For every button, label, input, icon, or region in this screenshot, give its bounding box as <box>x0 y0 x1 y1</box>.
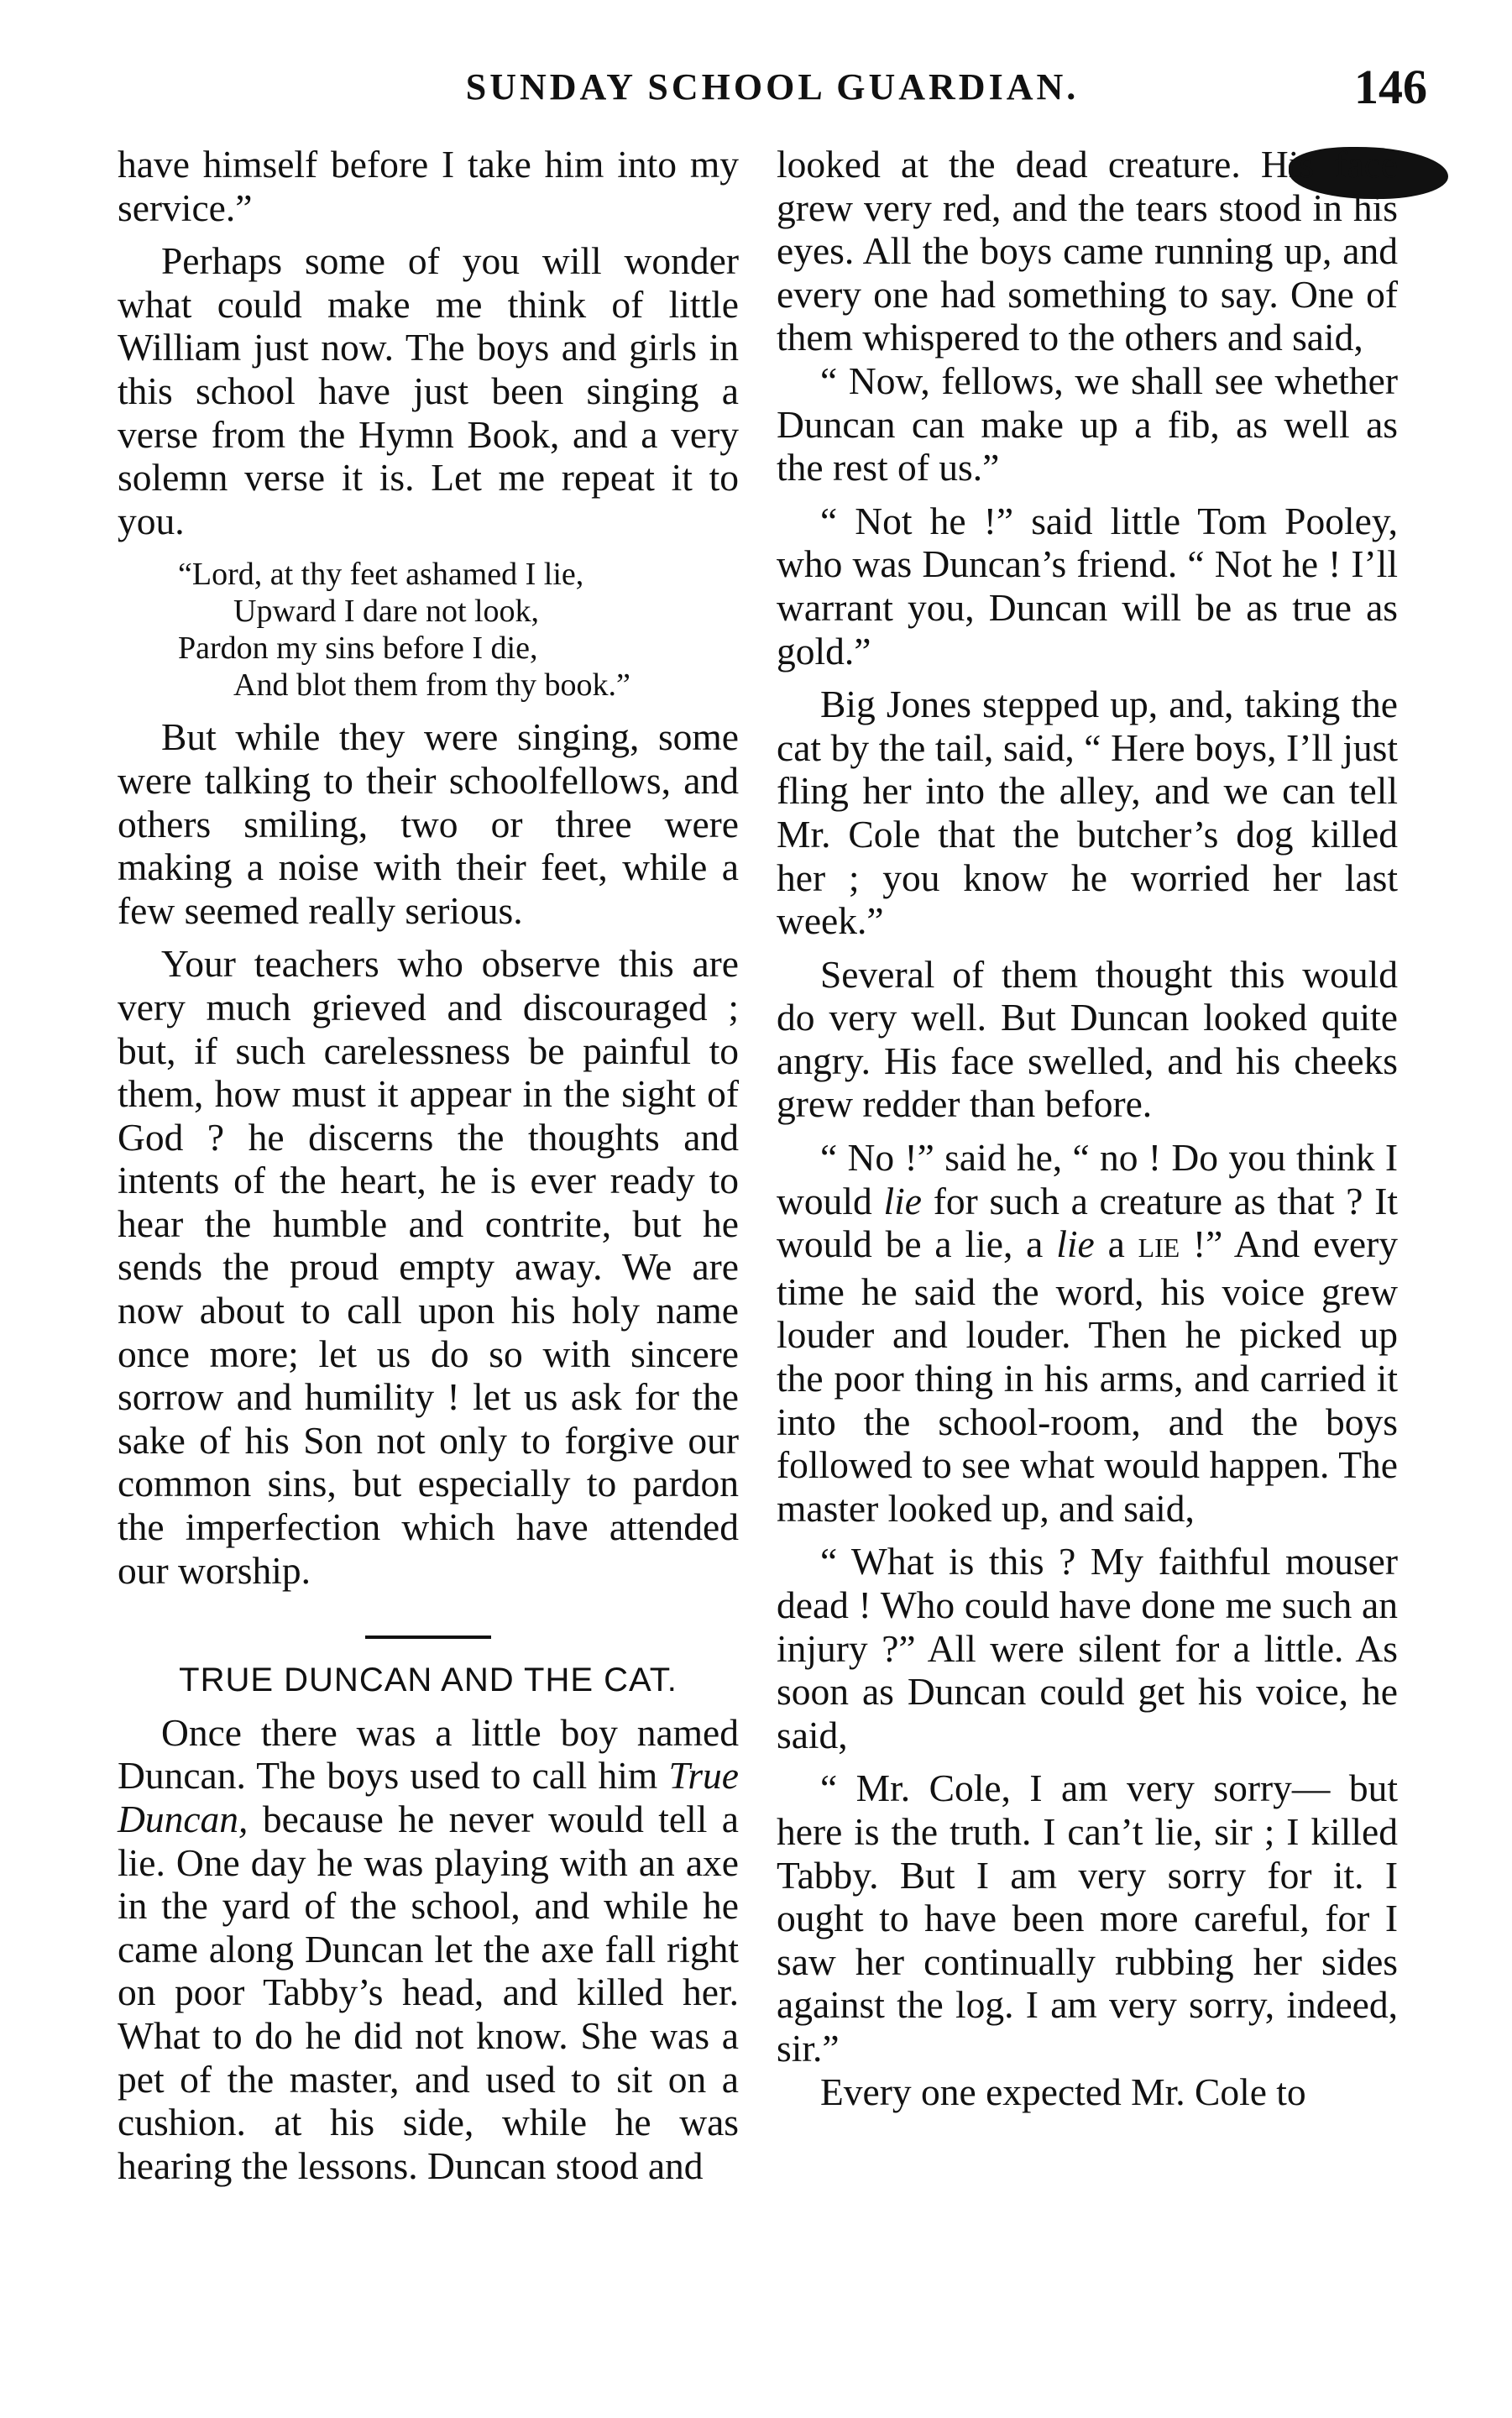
paragraph: Your teachers who observe this are very much grieved and discouraged ; but, if such carelessness be painful to them, how must it appear in the sight of God ? he discerns the thoughts and intents of the heart, he is ever ready to hear the humble and contrite, but he sends the proud empty away. We are now about to call upon his holy name once more; let us do so with sincere sorrow and humility ! let us ask for the sake of his Son not only to forgive our common sins, but especially to pardon the imperfection which have attended our worship. <box>118 942 739 1592</box>
paragraph <box>777 1136 1398 1530</box>
verse-line: “Lord, at thy feet ashamed I lie, <box>178 557 584 593</box>
paragraph: “ What is this ? My faithful mouser dead ! Who could have done me such an injury ?” All were silent for a little. As soon as Duncan could get his voice, he said, <box>777 1540 1398 1756</box>
small-caps: LIE <box>1138 1233 1180 1264</box>
paragraph: Perhaps some of you will wonder what could make me think of little William just now. The boys and girls in this school have just been singing a verse from the Hymn Book, and a very solemn verse it is. Let me repeat it to you. <box>118 239 739 542</box>
paragraph: But while they were singing, some were talking to their schoolfellows, and others smiling, two or three were making a noise with their feet, while a few seemed really serious. <box>118 715 739 932</box>
text-run: !” And every time he said the word, his voice grew louder and louder. Then he picked up the poor thing in his arms, and carried it into the school-room, and the boys followed to see what would happen. The master looked up, and said, <box>777 1222 1398 1530</box>
paragraph: “ Now, fellows, we shall see whether Duncan can make up a fib, as well as the rest of us.” <box>777 359 1398 489</box>
paragraph: have himself before I take him into my service.” <box>118 143 739 229</box>
emphasis: lie <box>883 1179 922 1222</box>
paragraph: Every one expected Mr. Cole to <box>820 2070 1306 2113</box>
text-run: a <box>1094 1222 1138 1266</box>
text-run: “ No !” said he, “ no ! Do you think I would <box>777 1136 1398 1222</box>
right-column <box>777 143 1398 2113</box>
verse-line: Pardon my sins before I die, <box>178 631 538 667</box>
section-divider <box>365 1636 491 1639</box>
emphasis: True Duncan, <box>118 1754 739 1840</box>
page-header <box>118 59 1427 118</box>
text-run: Once there was a little boy named Duncan. The boys used to call him <box>118 1710 739 1798</box>
paragraph: “ Mr. Cole, I am very sorry— but here is the truth. I can’t lie, sir ; I killed Tabby. But I am very sorry for it. I ought to have been more careful, for I saw her continually rubbing her sides against the log. I am very sorry, indeed, sir.” <box>777 1766 1398 2070</box>
hymn-verse <box>118 556 739 704</box>
paragraph: Several of them thought this would do very well. But Duncan looked quite angry. His face swelled, and his cheeks grew redder than before. <box>777 952 1398 1126</box>
left-column <box>118 143 739 2187</box>
paragraph: looked at the dead creature. His face grew very red, and the tears stood in his eyes. All the boys came running up, and every one had something to say. One of them whispered to the others and said, <box>777 143 1398 359</box>
verse-line: Upward I dare not look, <box>233 594 540 630</box>
paragraph <box>118 1711 739 2188</box>
page-number: 146 <box>1354 60 1427 114</box>
text-run: for such a creature as that ? It would be a lie, a <box>777 1179 1399 1266</box>
running-head: SUNDAY SCHOOL GUARDIAN. <box>465 66 1080 107</box>
paragraph: Big Jones stepped up, and, taking the cat by the tail, said, “ Here boys, I’ll just fling her into the alley, and we can tell Mr. Cole that the butcher’s dog killed her ; you know he worried her last week.” <box>777 683 1398 943</box>
emphasis: lie <box>1056 1222 1095 1266</box>
verse-line: And blot them from thy book.” <box>233 667 630 704</box>
text-run: because he never would tell a lie. One day he was playing with an axe in the yard of the school, and while he came along Duncan let the axe fall right on poor Tabby’s head, and killed her. What to do he did not know. She was a pet of the master, and used to sit on a cushion. at his side, while he was hearing the lessons. Duncan stood and <box>118 1798 739 2187</box>
paragraph: “ Not he !” said little Tom Pooley, who was Duncan’s friend. “ Not he ! I’ll warrant you, Duncan will be as true as gold.” <box>777 499 1398 673</box>
section-title: TRUE DUNCAN AND THE CAT. <box>179 1662 678 1699</box>
